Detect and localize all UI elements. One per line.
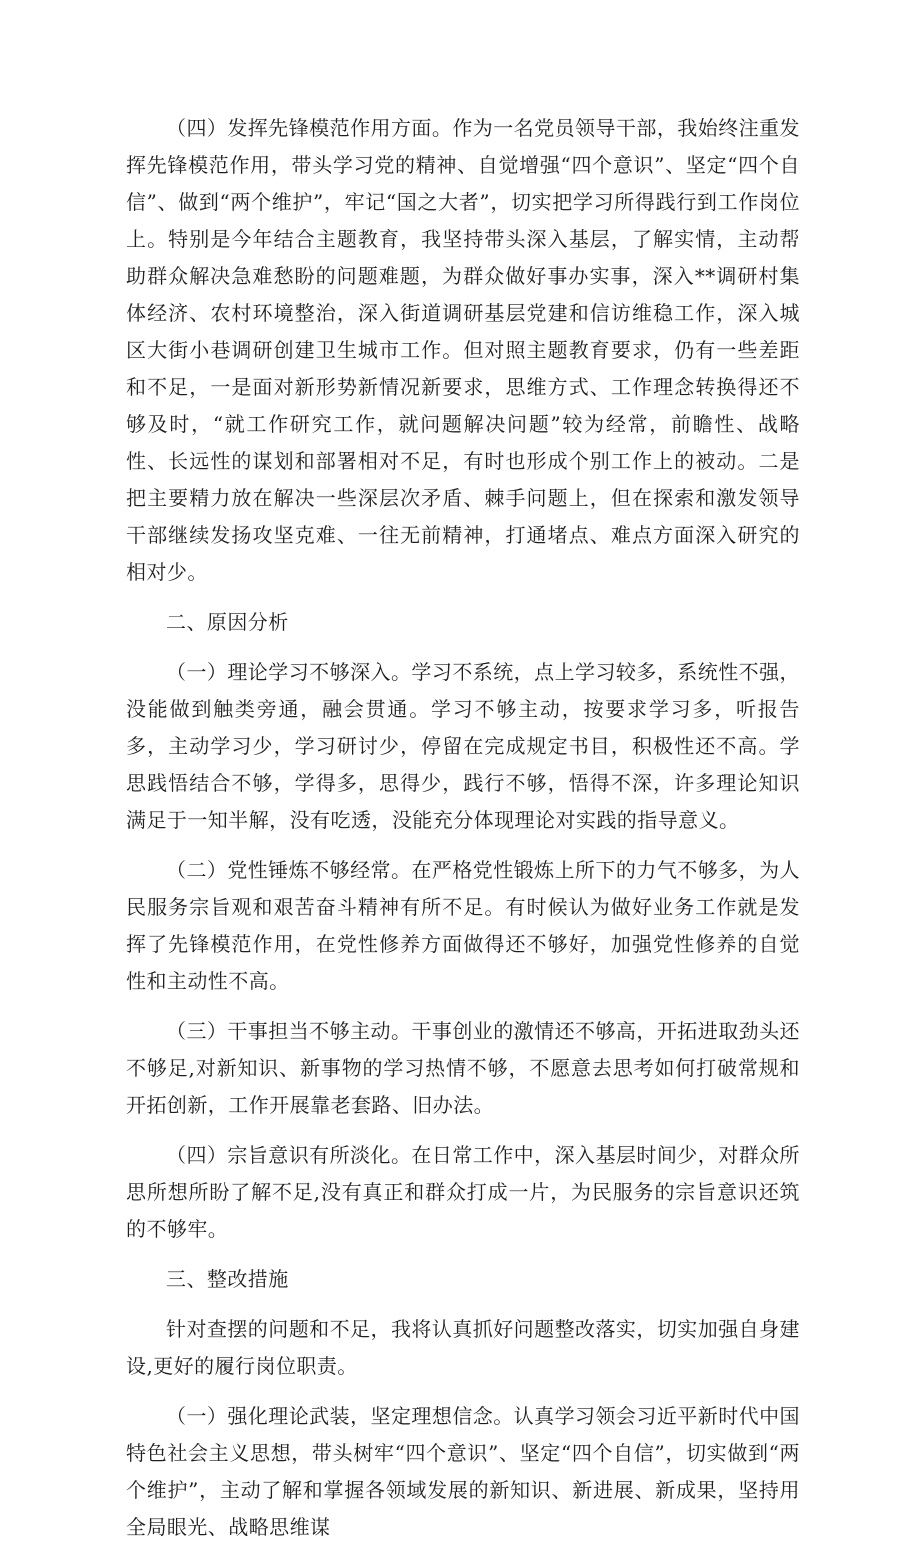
paragraph-theory-armament: （一）强化理论武装，坚定理想信念。认真学习领会习近平新时代中国特色社会主义思想，带头树牢“四个意识”、坚定“四个自信”，切实做到“两个维护”，主动了解和掌握各领域发展的新知识、新进展、新成果，坚持用全局眼光、战略思维谋 xyxy=(126,1404,800,1539)
document-body xyxy=(126,110,800,1559)
paragraph-initiative: （三）干事担当不够主动。干事创业的激情还不够高，开拓进取劲头还不够足,对新知识、新事物的学习热情不够，不愿意去思考如何打破常规和开拓创新，工作开展靠老套路、旧办法。 xyxy=(126,1019,800,1117)
paragraph-pioneer-role: （四）发挥先锋模范作用方面。作为一名党员领导干部，我始终注重发挥先锋模范作用，带头学习党的精神、自觉增强“四个意识”、坚定“四个自信”、做到“两个维护”，牢记“国之大者”，切实把学习所得践行到工作岗位上。特别是今年结合主题教育，我坚持带头深入基层，了解实情，主动帮助群众解决急难愁盼的问题难题，为群众做好事办实事，深入**调研村集体经济、农村环境整治，深入街道调研基层党建和信访维稳工作，深入城区大街小巷调研创建卫生城市工作。但对照主题教育要求，仍有一些差距和不足，一是面对新形势新情况新要求，思维方式、工作理念转换得还不够及时，“就工作研究工作，就问题解决问题”较为经常，前瞻性、战略性、长远性的谋划和部署相对不足，有时也形成个别工作上的被动。二是把主要精力放在解决一些深层次矛盾、棘手问题上，但在探索和激发领导干部继续发扬攻坚克难、一往无前精神，打通堵点、难点方面深入研究的相对少。 xyxy=(126,116,800,584)
section-heading-cause-analysis: 二、原因分析 xyxy=(166,610,289,634)
paragraph-theory-study: （一）理论学习不够深入。学习不系统，点上学习较多，系统性不强，没能做到触类旁通，融会贯通。学习不够主动，按要求学习多，听报告多，主动学习少，学习研讨少，停留在完成规定书目，积极性还不高。学思践悟结合不够，学得多，思得少，践行不够，悟得不深，许多理论知识满足于一知半解，没有吃透，没能充分体现理论对实践的指导意义。 xyxy=(126,660,800,832)
paragraph-rectification-intro: 针对查摆的问题和不足，我将认真抓好问题整改落实，切实加强自身建设,更好的履行岗位职责。 xyxy=(126,1317,800,1378)
paragraph-party-spirit: （二）党性锤炼不够经常。在严格党性锻炼上所下的力气不够多，为人民服务宗旨观和艰苦奋斗精神有所不足。有时候认为做好业务工作就是发挥了先锋模范作用，在党性修养方面做得还不够好，加强党性修养的自觉性和主动性不高。 xyxy=(126,858,800,993)
paragraph-purpose-awareness: （四）宗旨意识有所淡化。在日常工作中，深入基层时间少，对群众所思所想所盼了解不足,没有真正和群众打成一片，为民服务的宗旨意识还筑的不够牢。 xyxy=(126,1143,800,1241)
section-heading-rectification: 三、整改措施 xyxy=(166,1267,289,1291)
